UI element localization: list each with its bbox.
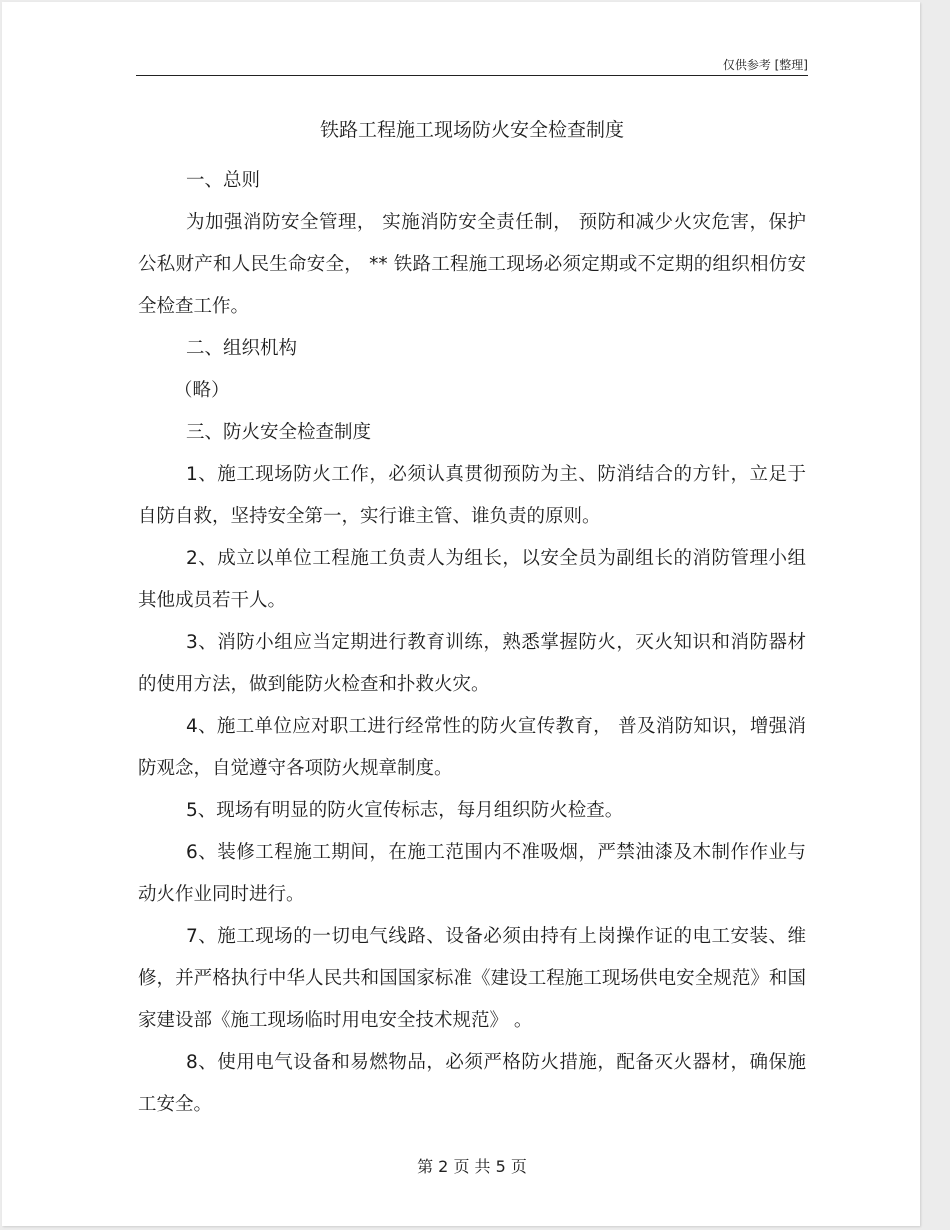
rule-item-2: 2、成立以单位工程施工负责人为组长，以安全员为副组长的消防管理小组其他成员若干人。 [138,548,806,611]
rule-item-3: 3、消防小组应当定期进行教育训练，熟悉掌握防火，灭火知识和消防器材的使用方法，做到能防火检查和扑救火灾。 [138,632,806,695]
header-divider [136,75,808,76]
paragraph-purpose: 为加强消防安全管理， 实施消防安全责任制， 预防和减少火灾危害，保护公私财产和人民生命安全， ** 铁路工程施工现场必须定期或不定期的组织相仿安全检查工作。 [138,212,806,317]
page-header: 仅供参考 [整理] [722,58,808,72]
rule-item-1: 1、施工现场防火工作，必须认真贯彻预防为主、防消结合的方针，立足于自防自救，坚持安全第一，实行谁主管、谁负责的原则。 [138,464,806,527]
rule-item-4: 4、施工单位应对职工进行经常性的防火宣传教育， 普及消防知识，增强消防观念，自觉遵守各项防火规章制度。 [138,716,806,779]
rule-item-5: 5、现场有明显的防火宣传标志，每月组织防火检查。 [186,800,624,821]
rule-item-8: 8、使用电气设备和易燃物品，必须严格防火措施，配备灭火器材，确保施工安全。 [138,1052,806,1115]
document-title: 铁路工程施工现场防火安全检查制度 [319,119,624,141]
page-number: 第 2 页 共 5 页 [417,1157,527,1176]
heading-organization: 二、组织机构 [186,338,298,359]
heading-inspection-rules: 三、防火安全检查制度 [186,422,372,443]
paragraph-omitted: （略） [174,380,230,401]
document-body [138,160,806,1126]
rule-item-7: 7、施工现场的一切电气线路、设备必须由持有上岗操作证的电工安装、维修，并严格执行中华人民共和国国家标准《建设工程施工现场供电安全规范》和国家建设部《施工现场临时用电安全技术规范》 。 [138,926,806,1031]
rule-item-6: 6、装修工程施工期间，在施工范围内不准吸烟，严禁油漆及木制作作业与动火作业同时进行。 [138,842,806,905]
heading-general: 一、总则 [186,170,261,191]
